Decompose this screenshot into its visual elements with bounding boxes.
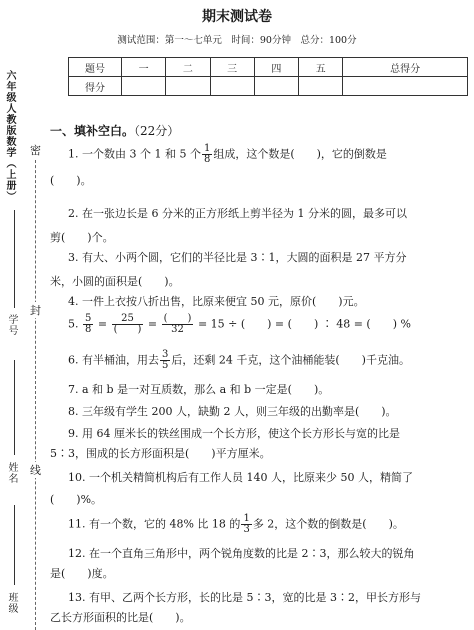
score-input-cell[interactable] [254,77,298,96]
section-title: 一、填补空白。 [50,124,135,138]
question-text: = 15 ÷ ( ) = ( ) ∶ 48 = ( ) % [197,317,411,331]
question-text: 5. [68,317,79,331]
question-6 [50,350,472,371]
question-text: 11. 有一个数，它的 48% 比 18 的 [68,517,241,531]
score-table-cell: 二 [166,58,210,77]
question-3 [50,248,472,292]
score-table-cell: 三 [210,58,254,77]
fraction: $\frac{3}{5}$ [162,349,169,371]
fraction: $\frac{5}{8}$ [85,313,92,335]
page-title: 期末测试卷 [202,9,272,25]
question-text: 13. 有甲、乙两个长方形，长的比是 5∶3，宽的比是 3∶2，甲长方形与 [68,591,421,604]
question-11 [50,514,472,535]
question-text: 后，还剩 24 千克，这个油桶能装( )千克油。 [171,353,410,367]
question-text: 4. 一件上衣按八折出售，比原来便宜 50 元，原价( )元。 [68,295,365,308]
section-score: （22分） [134,124,180,138]
score-row-label: 得分 [69,77,122,96]
score-input-cell[interactable] [343,77,468,96]
score-table-cell: 五 [299,58,343,77]
question-9 [50,424,472,464]
question-text: 3. 有大、小两个圆，它们的半径比是 3∶1，大圆的面积是 27 平方分 [68,251,407,264]
question-text: 1. 一个数由 3 个 1 和 5 个 [68,147,201,161]
question-text: 10. 一个机关精简机构后有工作人员 140 人，比原来少 50 人，精简了 [68,471,413,484]
score-input-cell[interactable] [210,77,254,96]
question-text: 9. 用 64 厘米长的铁丝围成一个长方形，使这个长方形长与宽的比是 [68,427,400,440]
question-text: 7. a 和 b 是一对互质数，那么 a 和 b 一定是( )。 [68,383,330,396]
score-input-cell[interactable] [122,77,166,96]
question-text: 8. 三年级有学生 200 人，缺勤 2 人，则三年级的出勤率是( )。 [68,405,397,418]
class-underline [14,505,15,585]
score-table-cell: 一 [122,58,166,77]
question-text: 12. 在一个直角三角形中，两个锐角度数的比是 2∶3，那么较大的锐角 [68,547,415,560]
class-label: 班级 [6,592,17,614]
question-text: 组成，这个数是( )，它的倒数是 [213,147,387,161]
fraction: $\frac{1}{8}$ [203,143,211,165]
score-table-score-row [69,77,468,96]
section-heading [50,122,179,139]
fraction: $\frac{( )}{32}$ [163,313,192,335]
question-7 [50,380,472,400]
question-text: ( )。 [50,174,92,187]
question-text: 多 2，这个数的倒数是( )。 [252,517,404,531]
name-label: 姓名 [6,462,17,484]
seal-line [35,150,36,630]
score-input-cell[interactable] [166,77,210,96]
score-table-cell: 总得分 [343,58,468,77]
question-text: ( )%。 [50,493,103,506]
question-8 [50,402,472,422]
score-table [68,57,468,96]
question-text: 6. 有半桶油，用去 [68,353,159,367]
question-2 [50,204,472,248]
score-input-cell[interactable] [299,77,343,96]
exam-info: 测试范围：第一～七单元 时间：90分钟 总分：100分 [117,35,357,46]
question-text: 乙长方形面积的比是( )。 [50,611,191,624]
question-4 [50,292,472,312]
score-table-header-row [69,58,468,77]
name-underline [14,360,15,455]
score-table-cell: 四 [254,58,298,77]
book-label: 六年级人教版数学（上册） [4,70,15,202]
seal-mi: 密 [30,144,41,157]
fraction: $\frac{25}{( )}$ [113,313,142,335]
question-12 [50,544,472,584]
question-text: 是( )度。 [50,567,114,580]
binding-margin [0,0,44,630]
question-text: 5∶3，围成的长方形面积是( )平方厘米。 [50,447,271,460]
question-1 [50,144,472,191]
seal-feng: 封 [30,304,41,317]
score-table-cell: 题号 [69,58,122,77]
question-5: 5. $\frac{5}{8}$ = $\frac{25}{( )}$ = $\frac{( )}{32}$ = 15 ÷ ( ) = ( ) ∶ 48 = ( ) % [68,313,411,335]
question-text: 米，小圆的面积是( )。 [50,275,180,288]
student-no-underline [14,210,15,308]
question-10 [50,468,472,510]
question-13 [50,588,472,628]
question-text: 2. 在一张边长是 6 分米的正方形纸上剪半径为 1 分米的圆，最多可以 [68,207,407,220]
fraction: $\frac{1}{3}$ [243,513,250,535]
question-text: 剪( )个。 [50,231,114,244]
student-no-label: 学号 [6,314,17,336]
seal-xian: 线 [30,464,41,477]
